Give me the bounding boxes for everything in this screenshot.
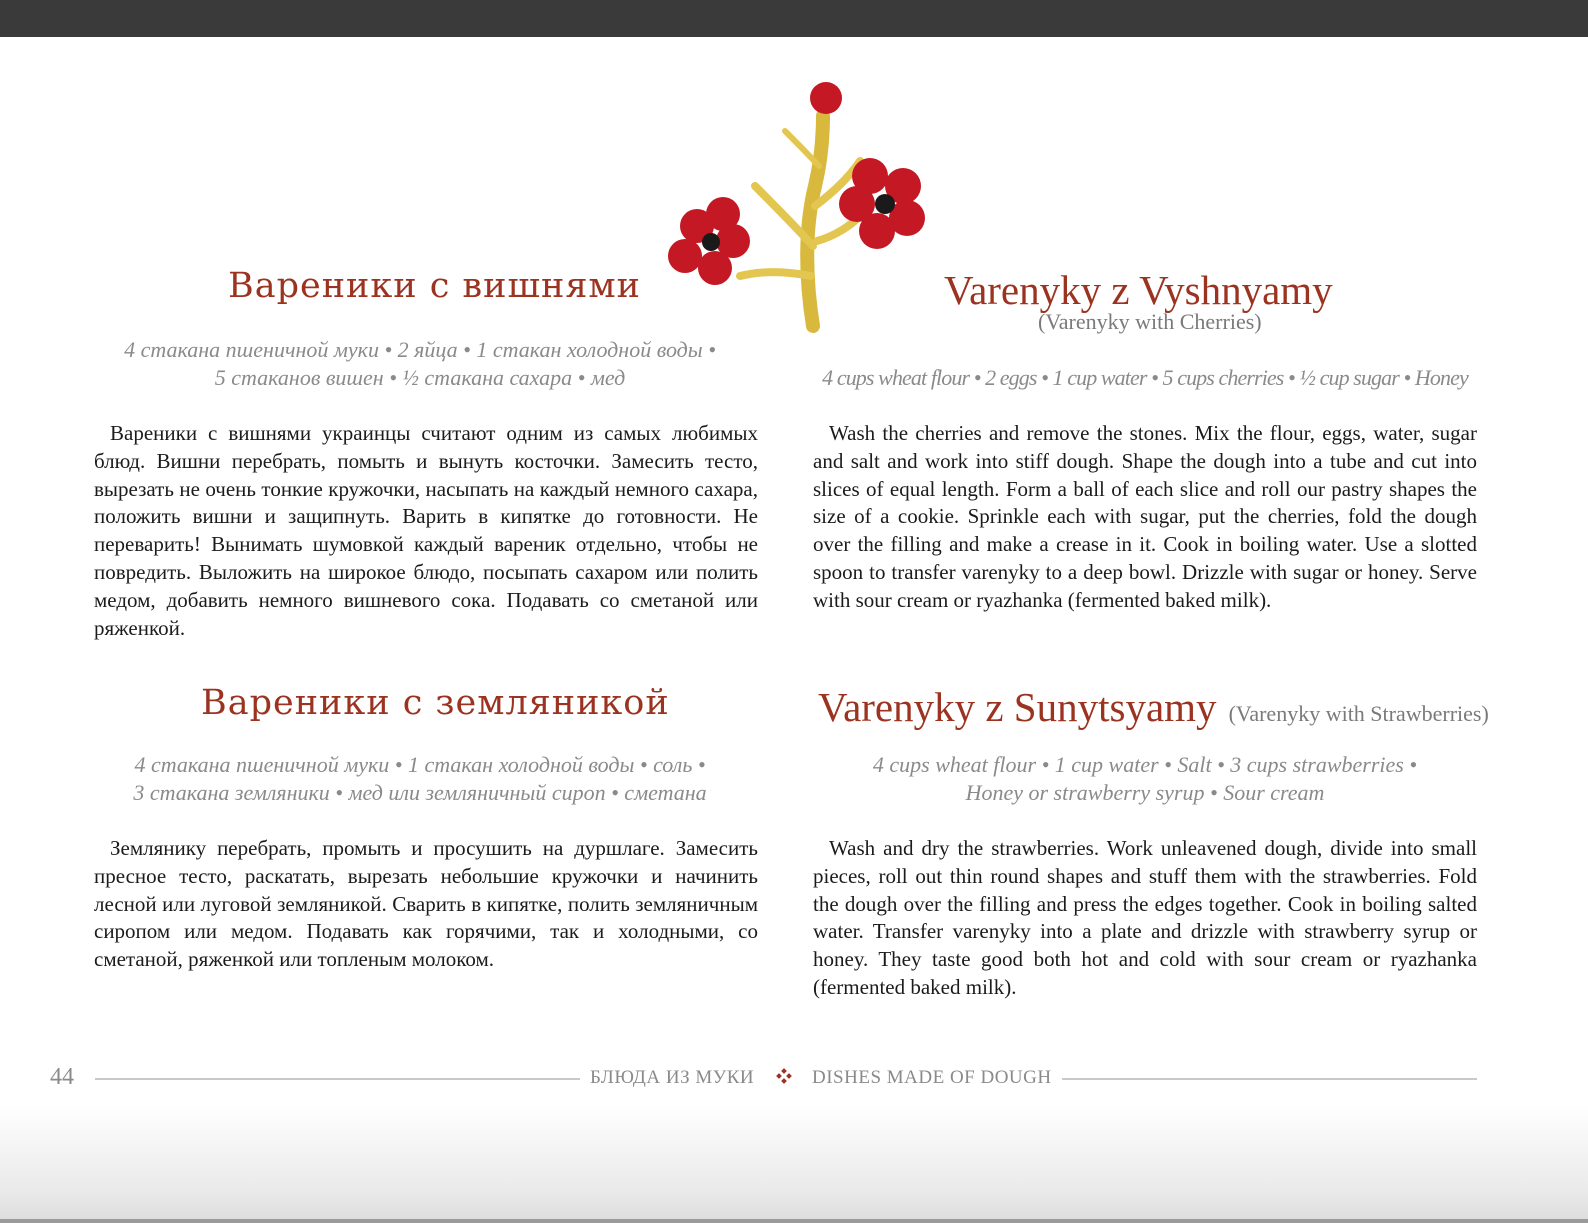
ingredients-strawberries-ru xyxy=(80,751,760,807)
top-cherry xyxy=(810,82,842,114)
footer-section-en: DISHES MADE OF DOUGH xyxy=(812,1067,1052,1088)
ingredients-line: Honey or strawberry syrup • Sour cream xyxy=(965,780,1325,805)
page-number: 44 xyxy=(50,1064,74,1090)
ingredients-strawberries-en xyxy=(812,751,1478,807)
diamond-ornament-icon xyxy=(776,1068,792,1084)
recipe-text-cherries-ru: Вареники с вишнями украинцы считают одним из самых любимых блюд. Вишни перебрать, помыть и вынуть косточки. Замесить тесто, вырезать не очень тонкие кружочки, насыпать на каждый немного сахара, положить вишни и защипнуть. Варить в кипятке до готовности. Не переварить! Вынимать шумовкой каждый вареник отдельно, чтобы не повредить. Выложить на широкое блюдо, посыпать сахаром или полить медом, добавить немного вишневого сока. Подавать со сметаной или ряженкой. xyxy=(94,421,758,640)
ingredients-line: 4 cups wheat flour • 2 eggs • 1 cup water • 5 cups cherries • ½ cup sugar • Honey xyxy=(822,365,1468,390)
recipe-subtitle-strawberries-en: (Varenyky with Strawberries) xyxy=(1228,701,1489,726)
page-bottom-shadow xyxy=(0,1105,1588,1223)
grain-stem xyxy=(740,116,860,326)
left-flower xyxy=(668,197,750,285)
recipe-title-cherries-en: Varenyky z Vyshnyamy xyxy=(944,267,1333,313)
ingredients-line: 5 стаканов вишен • ½ стакана сахара • мед xyxy=(214,365,626,390)
recipe-title-strawberries-en: Varenyky z Sunytsyamy xyxy=(818,684,1217,730)
ingredients-line: 4 стакана пшеничной муки • 1 стакан холодной воды • соль • xyxy=(134,752,706,777)
ingredients-line: 4 cups wheat flour • 1 cup water • Salt • 3 cups strawberries • xyxy=(872,752,1418,777)
cherry-flower-ornament-icon xyxy=(645,76,965,342)
recipe-heading-strawberries-en xyxy=(818,683,1489,731)
ingredients-line: 3 стакана земляники • мед или земляничный сироп • сметана xyxy=(133,780,707,805)
recipe-subtitle-cherries-en: (Varenyky with Cherries) xyxy=(1038,309,1262,334)
ingredients-cherries-en xyxy=(812,364,1478,392)
recipe-text-cherries-en: Wash the cherries and remove the stones. Mix the flour, eggs, water, sugar and salt and work into stiff dough. Shape the dough into a tube and cut into slices of equal length. Form a ball of each slice and roll our pastry shapes the size of a cookie. Sprinkle each with sugar, put the cherries, fold the dough over the filling and make a crease in it. Cook in boiling water. Use a slotted spoon to transfer varenyky to a deep bowl. Drizzle with sugar or honey. Serve with sour cream or ryazhanka (fermented baked milk). xyxy=(813,421,1477,612)
viewer-top-bar xyxy=(0,0,1588,37)
recipe-text-strawberries-ru: Землянику перебрать, промыть и просушить на дуршлаге. Замесить пресное тесто, раскатать, вырезать небольшие кружочки и начинить лесной или луговой земляникой. Сварить в кипятке, полить земляничным сиропом или медом. Подавать как горячими, так и холодными, со сметаной, ряженкой или топленым молоком. xyxy=(94,836,758,972)
viewer-bottom-edge xyxy=(0,1219,1588,1223)
footer-rule-right xyxy=(1062,1078,1477,1080)
recipe-title-strawberries-ru: Вареники с земляникой xyxy=(201,683,670,723)
ingredients-line: 4 стакана пшеничной муки • 2 яйца • 1 стакан холодной воды • xyxy=(124,337,716,362)
ingredients-cherries-ru xyxy=(80,336,760,392)
recipe-text-strawberries-en: Wash and dry the strawberries. Work unleavened dough, divide into small pieces, roll out thin round shapes and stuff them with the strawberries. Fold the dough over the filling and press the edges together. Cook in boiling salted water. Transfer varenyky into a plate and drizzle with strawberry syrup or honey. They taste good both hot and cold with sour cream or ryazhanka (fermented baked milk). xyxy=(813,836,1477,999)
footer-section-ru: БЛЮДА ИЗ МУКИ xyxy=(590,1067,755,1088)
recipe-title-cherries-ru: Вареники с вишнями xyxy=(228,266,641,306)
footer-rule-left xyxy=(95,1078,580,1080)
